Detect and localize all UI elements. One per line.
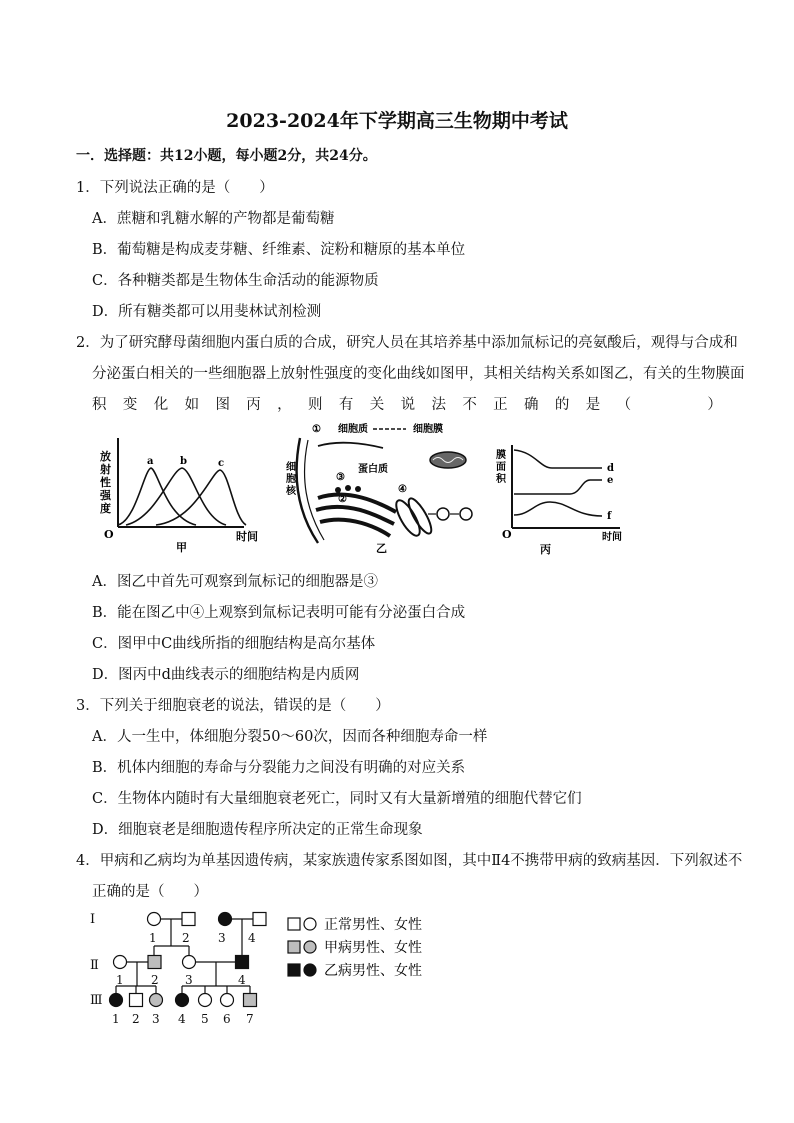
II-1 [114, 956, 127, 969]
jia-ylabel-2: 射 [100, 463, 111, 476]
yi-num-2: ② [338, 494, 347, 505]
III-5-num: 5 [201, 1012, 209, 1026]
legend-normal-female [304, 918, 316, 930]
jia-origin: O [104, 528, 114, 541]
I-2 [182, 913, 195, 926]
bing-caption: 丙 [540, 543, 551, 556]
yi-num-4: ④ [398, 484, 407, 495]
legend-jia-female [304, 941, 316, 953]
curve-f [514, 502, 602, 516]
yi-text-cytoplasm: 细胞质 [338, 424, 368, 435]
question-4-line-1: 4．甲病和乙病均为单基因遗传病，某家族遗传家系图如图，其中Ⅱ4不携带甲病的致病基因．下列叙述不 [76, 853, 743, 869]
peak-a-label: a [147, 456, 154, 467]
yi-num-3: ③ [336, 472, 345, 483]
question-3-stem: 3．下列关于细胞衰老的说法，错误的是（ ） [76, 698, 390, 714]
yi-caption: 乙 [376, 542, 387, 555]
III-3-num: 3 [152, 1012, 160, 1026]
I-2-num: 2 [182, 931, 190, 945]
curve-d [514, 450, 602, 468]
question-1-option-b: B．葡萄糖是构成麦芽糖、纤维素、淀粉和糖原的基本单位 [92, 242, 466, 258]
section-heading: 一．选择题：共12小题，每小题2分，共24分。 [76, 148, 377, 164]
peak-c-label: c [218, 458, 225, 469]
yi-label-cell-1: 细 [286, 462, 296, 473]
yi-label-cell-2: 胞 [286, 474, 296, 485]
jia-ylabel-3: 性 [100, 476, 111, 489]
yi-label-cell-3: 核 [286, 486, 296, 497]
yi-text-membrane: 细胞膜 [413, 424, 443, 435]
pedigree-chart [86, 904, 446, 1032]
bing-ylabel-3: 积 [496, 474, 506, 485]
bing-origin: O [502, 528, 512, 541]
III-6-num: 6 [223, 1012, 231, 1026]
figure-bing [490, 440, 640, 558]
legend-yi-female [304, 964, 316, 976]
question-4-line-2: 正确的是（ ） [92, 884, 208, 900]
figure-jia [96, 430, 276, 555]
II-4-num: 4 [238, 973, 246, 987]
gen-label-1: Ⅰ [90, 912, 96, 927]
bing-ylabel-1: 膜 [496, 450, 506, 461]
III-4-num: 4 [178, 1012, 186, 1026]
mitochondrion-shape [430, 452, 466, 468]
III-7-num: 7 [246, 1012, 254, 1026]
jia-ylabel-1: 放 [100, 450, 111, 463]
III-1-num: 1 [112, 1012, 120, 1026]
III-7 [244, 994, 257, 1007]
II-4 [236, 956, 249, 969]
III-2-num: 2 [132, 1012, 140, 1026]
legend-jia-label: 甲病男性、女性 [324, 940, 422, 956]
question-2-line-1: 2．为了研究酵母菌细胞内蛋白质的合成，研究人员在其培养基中添加氚标记的亮氨酸后，观得与合成和 [76, 335, 738, 351]
question-2-line-3: 积 变 化 如 图 丙 ， 则 有 关 说 法 不 正 确 的 是 （ ） [92, 397, 722, 413]
legend-normal-male [288, 918, 300, 930]
curve-d-label: d [607, 463, 614, 474]
figure-yi [278, 418, 483, 556]
II-3-num: 3 [185, 973, 193, 987]
I-3-num: 3 [218, 931, 226, 945]
curve-e-label: e [607, 475, 614, 486]
question-2-option-b: B．能在图乙中④上观察到氚标记表明可能有分泌蛋白合成 [92, 605, 466, 621]
yi-text-protein: 蛋白质 [358, 464, 388, 475]
III-5 [199, 994, 212, 1007]
legend-jia-male [288, 941, 300, 953]
question-2-option-d: D．图丙中d曲线表示的细胞结构是内质网 [92, 667, 360, 683]
question-3-option-c: C．生物体内随时有大量细胞衰老死亡，同时又有大量新增殖的细胞代替它们 [92, 791, 582, 807]
question-1-stem: 1．下列说法正确的是（ ） [76, 180, 274, 196]
bing-xlabel: 时间 [602, 532, 622, 543]
question-2-line-2: 分泌蛋白相关的一些细胞器上放射性强度的变化曲线如图甲，其相关结构关系如图乙，有关的生物膜面 [92, 366, 745, 382]
question-1-option-a: A．蔗糖和乳糖水解的产物都是葡萄糖 [92, 211, 335, 227]
III-3 [150, 994, 163, 1007]
curve-e [514, 480, 602, 494]
question-1-option-c: C．各种糖类都是生物体生命活动的能源物质 [92, 273, 379, 289]
III-2 [130, 994, 143, 1007]
question-1-option-d: D．所有糖类都可以用斐林试剂检测 [92, 304, 322, 320]
peak-b-label: b [180, 456, 187, 467]
III-1 [110, 994, 123, 1007]
bing-ylabel-2: 面 [496, 462, 506, 473]
curve-f-label: f [607, 511, 612, 522]
question-3-option-b: B．机体内细胞的寿命与分裂能力之间没有明确的对应关系 [92, 760, 466, 776]
I-1 [148, 913, 161, 926]
curve-a [118, 468, 196, 525]
legend-yi-label: 乙病男性、女性 [324, 963, 422, 979]
I-4 [253, 913, 266, 926]
I-1-num: 1 [149, 931, 157, 945]
gen-label-3: Ⅲ [90, 993, 103, 1008]
gen-label-2: Ⅱ [90, 958, 99, 973]
question-3-option-a: A．人一生中，体细胞分裂50～60次，因而各种细胞寿命一样 [92, 729, 488, 745]
III-6 [221, 994, 234, 1007]
III-4 [176, 994, 189, 1007]
question-3-option-d: D．细胞衰老是细胞遗传程序所决定的正常生命现象 [92, 822, 423, 838]
jia-ylabel-5: 度 [100, 502, 111, 515]
page-title: 2023-2024年下学期高三生物期中考试 [226, 110, 568, 132]
II-2 [148, 956, 161, 969]
question-2-option-c: C．图甲中C曲线所指的细胞结构是高尔基体 [92, 636, 376, 652]
I-3 [219, 913, 232, 926]
legend-normal-label: 正常男性、女性 [324, 917, 422, 933]
curve-b [126, 468, 226, 525]
I-4-num: 4 [248, 931, 256, 945]
question-2-option-a: A．图乙中首先可观察到氚标记的细胞器是③ [92, 574, 378, 590]
jia-ylabel-4: 强 [100, 489, 111, 502]
jia-xlabel: 时间 [236, 530, 258, 543]
legend-yi-male [288, 964, 300, 976]
II-2-num: 2 [151, 973, 159, 987]
jia-caption: 甲 [176, 541, 187, 554]
yi-num-1: ① [312, 424, 321, 435]
II-3 [183, 956, 196, 969]
II-1-num: 1 [116, 973, 124, 987]
